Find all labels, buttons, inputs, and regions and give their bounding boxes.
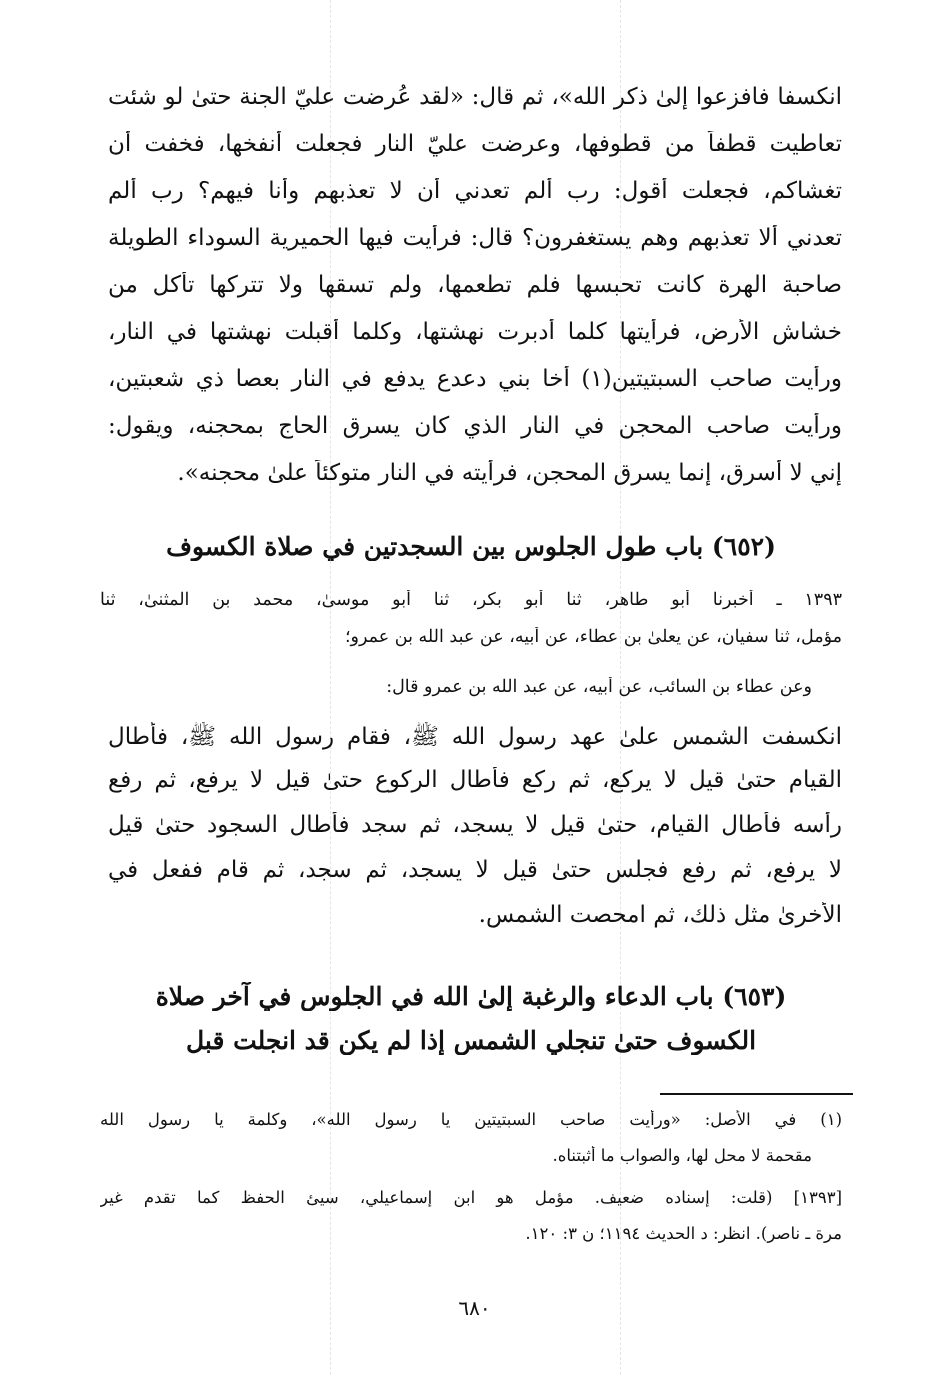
- text-line: القيام حتىٰ قيل لا يركع، ثم ركع فأطال الركوع حتىٰ قيل لا يرفع، ثم رفع: [108, 767, 842, 793]
- page-number: ٦٨٠: [458, 1296, 491, 1320]
- paragraph-hadith-continuation: [108, 84, 842, 504]
- text-line: لا يرفع، ثم رفع فجلس حتىٰ قيل لا يسجد، ثم سجد، ثم قام ففعل في: [108, 857, 842, 883]
- chapter-heading-653: [100, 982, 842, 1072]
- text-line: ورأيت صاحب المحجن في النار الذي كان يسرق الحاج بمحجنه، ويقول:: [108, 413, 842, 439]
- footnote-line: (١) في الأصل: «ورأيت صاحب السبتيتين يا رسول الله»، وكلمة يا رسول الله: [100, 1110, 842, 1129]
- footnote-separator: [660, 1093, 853, 1095]
- text-line: انكسفا فافزعوا إلىٰ ذكر الله»، ثم قال: «لقد عُرضت عليّ الجنة حتىٰ لو شئت: [108, 84, 842, 110]
- text-line: انكسفت الشمس علىٰ عهد رسول الله ﷺ، فقام رسول الله ﷺ، فأطال: [108, 724, 842, 750]
- footnotes: [100, 1110, 842, 1260]
- text-line: الأخرىٰ مثل ذلك، ثم امحصت الشمس.: [478, 902, 842, 928]
- chapter-heading-652: [100, 532, 842, 568]
- isnad-line: مؤمل، ثنا سفيان، عن يعلىٰ بن عطاء، عن أبيه، عن عبد الله بن عمرو؛: [344, 627, 842, 647]
- paragraph-hadith-1393: [108, 722, 842, 952]
- footnote-line: مرة ـ ناصر). انظر: د الحديث ١١٩٤؛ ن ٣: ١٢٠.: [525, 1224, 842, 1243]
- text-line: إني لا أسرق، إنما يسرق المحجن، فرأيته في النار متوكئاً علىٰ محجنه».: [177, 460, 842, 486]
- text-line: صاحبة الهرة كانت تحبسها فلم تطعمها، ولم تسقها ولا تتركها تأكل من: [108, 272, 842, 298]
- text-line: ورأيت صاحب السبتيتين(١) أخا بني دعدع يدفع في النار بعصا ذي شعبتين،: [108, 366, 842, 392]
- text-line: خشاش الأرض، فرأيتها كلما أدبرت نهشتها، وكلما أقبلت نهشتها في النار،: [108, 319, 842, 345]
- heading-line: (٦٥٢) باب طول الجلوس بين السجدتين في صلاة الكسوف: [166, 532, 776, 561]
- text-line: تعدني ألا تعذبهم وهم يستغفرون؟ قال: فرأيت فيها الحميرية السوداء الطويلة: [108, 225, 842, 251]
- isnad-chain: [100, 590, 842, 700]
- heading-line: (٦٥٣) باب الدعاء والرغبة إلىٰ الله في الجلوس في آخر صلاة: [155, 982, 787, 1011]
- text-line: تعاطيت قطفاً من قطوفها، وعرضت عليّ النار فجعلت أنفخها، فخفت أن: [108, 131, 842, 157]
- text-line: رأسه فأطال القيام، حتىٰ قيل لا يسجد، ثم سجد فأطال السجود حتىٰ قيل: [108, 812, 842, 838]
- isnad-line: ١٣٩٣ ـ أخبرنا أبو طاهر، ثنا أبو بكر، ثنا أبو موسىٰ، محمد بن المثنىٰ، ثنا: [100, 590, 842, 610]
- heading-line: الكسوف حتىٰ تنجلي الشمس إذا لم يكن قد انجلت قبل: [185, 1026, 757, 1055]
- footnote-line: مقحمة لا محل لها، والصواب ما أثبتناه.: [552, 1146, 812, 1165]
- footnote-line: [١٣٩٣] (قلت: إسناده ضعيف. مؤمل هو ابن إسماعيلي، سيئ الحفظ كما تقدم غير: [100, 1188, 842, 1207]
- text-line: تغشاكم، فجعلت أقول: رب ألم تعدني أن لا تعذبهم وأنا فيهم؟ رب ألم: [108, 178, 842, 204]
- isnad-line: وعن عطاء بن السائب، عن أبيه، عن عبد الله بن عمرو قال:: [386, 677, 812, 697]
